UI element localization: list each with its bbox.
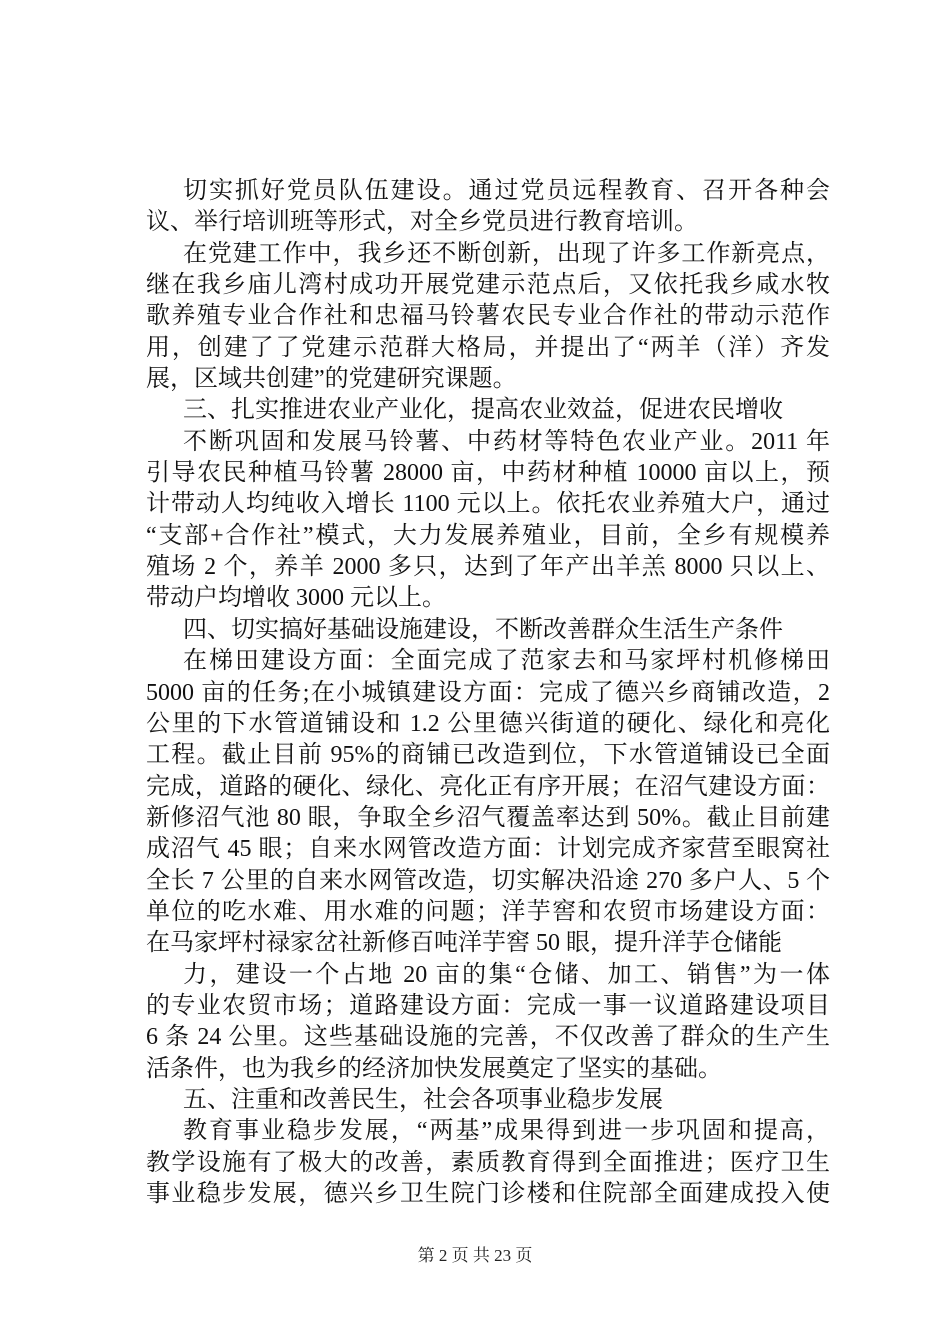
- text-line: 在梯田建设方面：全面完成了范家去和马家坪村机修梯田: [183, 648, 830, 675]
- text-line: 带动户均增收 3000 元以上。: [146, 585, 446, 612]
- text-line: 在党建工作中，我乡还不断创新，出现了许多工作新亮点，: [183, 240, 830, 267]
- text-line: 事业稳步发展，德兴乡卫生院门诊楼和住院部全面建成投入使: [146, 1181, 830, 1207]
- text-line: 6 条 24 公里。这些基础设施的完善，不仅改善了群众的生产生: [146, 1024, 830, 1051]
- section-heading: 三、扎实推进农业产业化，提高农业效益，促进农民增收: [183, 397, 783, 424]
- text-line: 公里的下水管道铺设和 1.2 公里德兴街道的硬化、绿化和亮化: [146, 710, 830, 737]
- text-line: 教学设施有了极大的改善，素质教育得到全面推进；医疗卫生: [146, 1149, 830, 1176]
- text-line: 力，建设一个占地 20 亩的集“仓储、加工、销售”为一体: [183, 961, 830, 988]
- text-line: 切实抓好党员队伍建设。通过党员远程教育、召开各种会: [183, 178, 830, 204]
- section-heading: 五、注重和改善民生，社会各项事业稳步发展: [183, 1086, 663, 1113]
- text-line: 用，创建了了党建示范群大格局，并提出了“两羊（洋）齐发: [146, 334, 830, 361]
- text-line: 5000 亩的任务;在小城镇建设方面：完成了德兴乡商铺改造，2: [146, 679, 830, 706]
- text-line: 成沼气 45 眼；自来水网管改造方面：计划完成齐家营至眼窝社: [146, 836, 830, 863]
- text-line: 活条件，也为我乡的经济加快发展奠定了坚实的基础。: [146, 1055, 722, 1082]
- text-line: 继在我乡庙儿湾村成功开展党建示范点后，又依托我乡咸水牧: [146, 272, 830, 299]
- section-heading: 四、切实搞好基础设施建设，不断改善群众生活生产条件: [183, 616, 783, 643]
- text-line: 引导农民种植马铃薯 28000 亩，中药材种植 10000 亩以上，预: [146, 460, 830, 487]
- text-line: 殖场 2 个，养羊 2000 多只，达到了年产出羊羔 8000 只以上、: [146, 554, 830, 581]
- text-line: 议、举行培训班等形式，对全乡党员进行教育培训。: [146, 209, 698, 236]
- text-line: 计带动人均纯收入增长 1100 元以上。依托农业养殖大户，通过: [146, 491, 830, 518]
- text-line: 在马家坪村禄家岔社新修百吨洋芋窖 50 眼，提升洋芋仓储能: [146, 930, 782, 957]
- text-line: 展，区域共创建”的党建研究课题。: [146, 366, 517, 393]
- text-line: 新修沼气池 80 眼，争取全乡沼气覆盖率达到 50%。截止目前建: [146, 804, 830, 831]
- document-body: [146, 176, 830, 1210]
- text-line: “支部+合作社”模式，大力发展养殖业，目前，全乡有规模养: [146, 522, 830, 549]
- text-line: 歌养殖专业合作社和忠福马铃薯农民专业合作社的带动示范作: [146, 303, 830, 330]
- text-line: 教育事业稳步发展，“两基”成果得到进一步巩固和提高，: [183, 1118, 830, 1145]
- page-footer: 第 2 页 共 23 页: [417, 1246, 533, 1265]
- text-line: 全长 7 公里的自来水网管改造，切实解决沿途 270 多户人、5 个: [146, 867, 830, 894]
- text-line: 不断巩固和发展马铃薯、中药材等特色农业产业。2011 年: [183, 428, 830, 455]
- text-line: 工程。截止目前 95%的商铺已改造到位，下水管道铺设已全面: [146, 742, 830, 769]
- text-line: 的专业农贸市场；道路建设方面：完成一事一议道路建设项目: [146, 992, 830, 1019]
- text-line: 单位的吃水难、用水难的问题；洋芋窖和农贸市场建设方面：: [146, 898, 830, 925]
- text-line: 完成，道路的硬化、绿化、亮化正有序开展；在沼气建设方面：: [146, 773, 830, 800]
